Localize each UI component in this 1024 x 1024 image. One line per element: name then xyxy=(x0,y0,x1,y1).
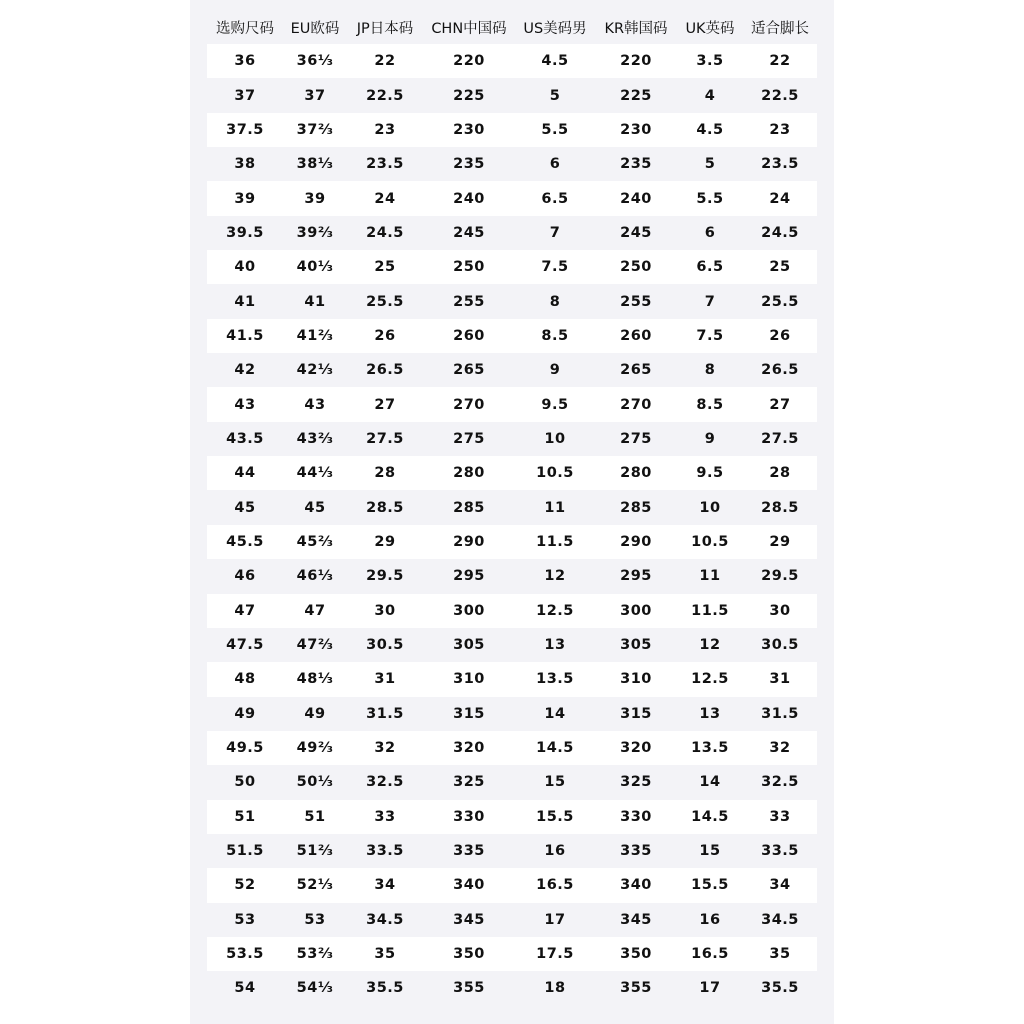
cell-us-men-size: 4.5 xyxy=(515,44,595,78)
size-chart-table xyxy=(207,10,817,1006)
cell-chn-size: 305 xyxy=(423,628,515,662)
cell-uk-size: 6.5 xyxy=(677,250,743,284)
cell-chn-size: 310 xyxy=(423,662,515,696)
cell-foot-length: 32.5 xyxy=(743,765,817,799)
cell-eu-size: 38⅓ xyxy=(283,147,347,181)
cell-uk-size: 5.5 xyxy=(677,181,743,215)
table-row xyxy=(207,834,817,868)
cell-foot-length: 34.5 xyxy=(743,903,817,937)
cell-jp-size: 28 xyxy=(347,456,423,490)
cell-foot-length: 22 xyxy=(743,44,817,78)
cell-purchase-size: 51.5 xyxy=(207,834,283,868)
cell-eu-size: 42⅓ xyxy=(283,353,347,387)
cell-purchase-size: 37.5 xyxy=(207,113,283,147)
table-row xyxy=(207,903,817,937)
cell-foot-length: 24.5 xyxy=(743,216,817,250)
cell-us-men-size: 14.5 xyxy=(515,731,595,765)
cell-kr-size: 335 xyxy=(595,834,677,868)
cell-jp-size: 26 xyxy=(347,319,423,353)
size-table-body xyxy=(207,44,817,1006)
cell-uk-size: 17 xyxy=(677,971,743,1005)
cell-us-men-size: 17.5 xyxy=(515,937,595,971)
table-row xyxy=(207,250,817,284)
header-cell-jp-size: JP日本码 xyxy=(356,20,414,37)
cell-jp-size: 29 xyxy=(347,525,423,559)
cell-us-men-size: 15 xyxy=(515,765,595,799)
table-row xyxy=(207,147,817,181)
cell-purchase-size: 41 xyxy=(207,284,283,318)
cell-jp-size: 33.5 xyxy=(347,834,423,868)
cell-uk-size: 10.5 xyxy=(677,525,743,559)
cell-foot-length: 32 xyxy=(743,731,817,765)
cell-jp-size: 35.5 xyxy=(347,971,423,1005)
cell-chn-size: 255 xyxy=(423,284,515,318)
cell-us-men-size: 8 xyxy=(515,284,595,318)
cell-purchase-size: 45 xyxy=(207,490,283,524)
cell-uk-size: 16 xyxy=(677,903,743,937)
header-cell-purchase-size: 选购尺码 xyxy=(216,20,274,37)
cell-eu-size: 45 xyxy=(283,490,347,524)
cell-jp-size: 31 xyxy=(347,662,423,696)
cell-chn-size: 290 xyxy=(423,525,515,559)
cell-purchase-size: 49.5 xyxy=(207,731,283,765)
cell-foot-length: 34 xyxy=(743,868,817,902)
cell-us-men-size: 12 xyxy=(515,559,595,593)
cell-purchase-size: 47.5 xyxy=(207,628,283,662)
cell-eu-size: 52⅓ xyxy=(283,868,347,902)
header-cell-kr-size: KR韩国码 xyxy=(604,20,668,37)
cell-jp-size: 29.5 xyxy=(347,559,423,593)
cell-uk-size: 14.5 xyxy=(677,800,743,834)
cell-foot-length: 23.5 xyxy=(743,147,817,181)
cell-kr-size: 320 xyxy=(595,731,677,765)
cell-foot-length: 23 xyxy=(743,113,817,147)
cell-jp-size: 30.5 xyxy=(347,628,423,662)
table-row xyxy=(207,662,817,696)
cell-us-men-size: 18 xyxy=(515,971,595,1005)
cell-jp-size: 34.5 xyxy=(347,903,423,937)
cell-us-men-size: 12.5 xyxy=(515,594,595,628)
cell-eu-size: 43 xyxy=(283,387,347,421)
cell-purchase-size: 38 xyxy=(207,147,283,181)
cell-eu-size: 44⅓ xyxy=(283,456,347,490)
cell-foot-length: 33 xyxy=(743,800,817,834)
cell-eu-size: 40⅓ xyxy=(283,250,347,284)
cell-uk-size: 8.5 xyxy=(677,387,743,421)
table-row xyxy=(207,594,817,628)
cell-eu-size: 48⅓ xyxy=(283,662,347,696)
cell-kr-size: 305 xyxy=(595,628,677,662)
cell-us-men-size: 10.5 xyxy=(515,456,595,490)
cell-uk-size: 9 xyxy=(677,422,743,456)
cell-kr-size: 290 xyxy=(595,525,677,559)
cell-jp-size: 23.5 xyxy=(347,147,423,181)
cell-eu-size: 51⅔ xyxy=(283,834,347,868)
cell-jp-size: 22 xyxy=(347,44,423,78)
cell-us-men-size: 9.5 xyxy=(515,387,595,421)
cell-purchase-size: 52 xyxy=(207,868,283,902)
cell-kr-size: 265 xyxy=(595,353,677,387)
cell-us-men-size: 5 xyxy=(515,78,595,112)
cell-chn-size: 335 xyxy=(423,834,515,868)
cell-foot-length: 26 xyxy=(743,319,817,353)
cell-foot-length: 25 xyxy=(743,250,817,284)
cell-uk-size: 15 xyxy=(677,834,743,868)
cell-us-men-size: 10 xyxy=(515,422,595,456)
cell-kr-size: 245 xyxy=(595,216,677,250)
cell-chn-size: 285 xyxy=(423,490,515,524)
table-row xyxy=(207,765,817,799)
cell-kr-size: 280 xyxy=(595,456,677,490)
cell-purchase-size: 51 xyxy=(207,800,283,834)
cell-chn-size: 340 xyxy=(423,868,515,902)
cell-uk-size: 11.5 xyxy=(677,594,743,628)
cell-chn-size: 235 xyxy=(423,147,515,181)
cell-uk-size: 4.5 xyxy=(677,113,743,147)
cell-kr-size: 315 xyxy=(595,697,677,731)
cell-kr-size: 240 xyxy=(595,181,677,215)
cell-chn-size: 230 xyxy=(423,113,515,147)
cell-foot-length: 31.5 xyxy=(743,697,817,731)
cell-foot-length: 28 xyxy=(743,456,817,490)
cell-purchase-size: 42 xyxy=(207,353,283,387)
cell-purchase-size: 36 xyxy=(207,44,283,78)
cell-eu-size: 41 xyxy=(283,284,347,318)
cell-eu-size: 51 xyxy=(283,800,347,834)
cell-jp-size: 30 xyxy=(347,594,423,628)
cell-uk-size: 10 xyxy=(677,490,743,524)
cell-purchase-size: 44 xyxy=(207,456,283,490)
cell-kr-size: 235 xyxy=(595,147,677,181)
cell-uk-size: 14 xyxy=(677,765,743,799)
cell-chn-size: 265 xyxy=(423,353,515,387)
size-chart-panel xyxy=(190,0,834,1024)
cell-kr-size: 330 xyxy=(595,800,677,834)
cell-uk-size: 6 xyxy=(677,216,743,250)
table-row xyxy=(207,937,817,971)
table-row xyxy=(207,490,817,524)
cell-eu-size: 47⅔ xyxy=(283,628,347,662)
table-row xyxy=(207,868,817,902)
table-row xyxy=(207,731,817,765)
cell-purchase-size: 43 xyxy=(207,387,283,421)
header-row xyxy=(207,10,817,44)
cell-uk-size: 11 xyxy=(677,559,743,593)
table-row xyxy=(207,44,817,78)
table-row xyxy=(207,525,817,559)
cell-foot-length: 33.5 xyxy=(743,834,817,868)
table-row xyxy=(207,697,817,731)
cell-chn-size: 295 xyxy=(423,559,515,593)
cell-foot-length: 25.5 xyxy=(743,284,817,318)
table-row xyxy=(207,456,817,490)
cell-foot-length: 29 xyxy=(743,525,817,559)
cell-eu-size: 47 xyxy=(283,594,347,628)
table-row xyxy=(207,216,817,250)
cell-chn-size: 245 xyxy=(423,216,515,250)
cell-us-men-size: 5.5 xyxy=(515,113,595,147)
cell-us-men-size: 6 xyxy=(515,147,595,181)
cell-kr-size: 295 xyxy=(595,559,677,593)
cell-purchase-size: 41.5 xyxy=(207,319,283,353)
cell-kr-size: 300 xyxy=(595,594,677,628)
cell-chn-size: 345 xyxy=(423,903,515,937)
cell-chn-size: 225 xyxy=(423,78,515,112)
cell-uk-size: 16.5 xyxy=(677,937,743,971)
cell-kr-size: 225 xyxy=(595,78,677,112)
cell-uk-size: 12 xyxy=(677,628,743,662)
cell-foot-length: 22.5 xyxy=(743,78,817,112)
header-cell-eu-size: EU欧码 xyxy=(290,20,340,37)
header-cell-us-men-size: US美码男 xyxy=(523,20,587,37)
cell-uk-size: 7.5 xyxy=(677,319,743,353)
cell-jp-size: 35 xyxy=(347,937,423,971)
cell-us-men-size: 11.5 xyxy=(515,525,595,559)
cell-jp-size: 26.5 xyxy=(347,353,423,387)
cell-chn-size: 300 xyxy=(423,594,515,628)
cell-foot-length: 27.5 xyxy=(743,422,817,456)
cell-uk-size: 7 xyxy=(677,284,743,318)
cell-uk-size: 15.5 xyxy=(677,868,743,902)
cell-kr-size: 355 xyxy=(595,971,677,1005)
cell-kr-size: 310 xyxy=(595,662,677,696)
cell-jp-size: 27 xyxy=(347,387,423,421)
cell-kr-size: 260 xyxy=(595,319,677,353)
cell-jp-size: 25 xyxy=(347,250,423,284)
cell-chn-size: 270 xyxy=(423,387,515,421)
cell-purchase-size: 39 xyxy=(207,181,283,215)
cell-kr-size: 230 xyxy=(595,113,677,147)
cell-chn-size: 275 xyxy=(423,422,515,456)
cell-chn-size: 320 xyxy=(423,731,515,765)
cell-kr-size: 340 xyxy=(595,868,677,902)
cell-purchase-size: 40 xyxy=(207,250,283,284)
cell-uk-size: 4 xyxy=(677,78,743,112)
cell-eu-size: 53⅔ xyxy=(283,937,347,971)
header-cell-chn-size: CHN中国码 xyxy=(431,20,507,37)
cell-eu-size: 49 xyxy=(283,697,347,731)
cell-foot-length: 35.5 xyxy=(743,971,817,1005)
cell-chn-size: 280 xyxy=(423,456,515,490)
cell-foot-length: 30 xyxy=(743,594,817,628)
cell-eu-size: 43⅔ xyxy=(283,422,347,456)
cell-us-men-size: 16 xyxy=(515,834,595,868)
cell-kr-size: 255 xyxy=(595,284,677,318)
cell-eu-size: 36⅓ xyxy=(283,44,347,78)
cell-kr-size: 275 xyxy=(595,422,677,456)
cell-jp-size: 32.5 xyxy=(347,765,423,799)
cell-us-men-size: 11 xyxy=(515,490,595,524)
cell-chn-size: 240 xyxy=(423,181,515,215)
cell-us-men-size: 17 xyxy=(515,903,595,937)
cell-kr-size: 270 xyxy=(595,387,677,421)
cell-kr-size: 325 xyxy=(595,765,677,799)
cell-purchase-size: 54 xyxy=(207,971,283,1005)
cell-jp-size: 24.5 xyxy=(347,216,423,250)
cell-us-men-size: 8.5 xyxy=(515,319,595,353)
cell-jp-size: 32 xyxy=(347,731,423,765)
cell-us-men-size: 7.5 xyxy=(515,250,595,284)
cell-eu-size: 49⅔ xyxy=(283,731,347,765)
cell-us-men-size: 7 xyxy=(515,216,595,250)
cell-eu-size: 39 xyxy=(283,181,347,215)
cell-purchase-size: 50 xyxy=(207,765,283,799)
cell-jp-size: 22.5 xyxy=(347,78,423,112)
cell-uk-size: 5 xyxy=(677,147,743,181)
cell-eu-size: 41⅔ xyxy=(283,319,347,353)
table-row xyxy=(207,319,817,353)
cell-uk-size: 9.5 xyxy=(677,456,743,490)
cell-foot-length: 27 xyxy=(743,387,817,421)
cell-uk-size: 8 xyxy=(677,353,743,387)
cell-purchase-size: 37 xyxy=(207,78,283,112)
cell-jp-size: 34 xyxy=(347,868,423,902)
cell-chn-size: 330 xyxy=(423,800,515,834)
cell-kr-size: 285 xyxy=(595,490,677,524)
header-cell-foot-length: 适合脚长 xyxy=(751,20,809,37)
cell-us-men-size: 6.5 xyxy=(515,181,595,215)
cell-kr-size: 350 xyxy=(595,937,677,971)
cell-eu-size: 39⅔ xyxy=(283,216,347,250)
cell-foot-length: 30.5 xyxy=(743,628,817,662)
table-row xyxy=(207,113,817,147)
cell-foot-length: 29.5 xyxy=(743,559,817,593)
cell-foot-length: 35 xyxy=(743,937,817,971)
cell-us-men-size: 9 xyxy=(515,353,595,387)
cell-chn-size: 355 xyxy=(423,971,515,1005)
cell-jp-size: 28.5 xyxy=(347,490,423,524)
cell-purchase-size: 43.5 xyxy=(207,422,283,456)
cell-eu-size: 37⅔ xyxy=(283,113,347,147)
cell-chn-size: 260 xyxy=(423,319,515,353)
cell-kr-size: 250 xyxy=(595,250,677,284)
table-row xyxy=(207,422,817,456)
cell-purchase-size: 46 xyxy=(207,559,283,593)
cell-purchase-size: 45.5 xyxy=(207,525,283,559)
cell-jp-size: 25.5 xyxy=(347,284,423,318)
table-row xyxy=(207,387,817,421)
cell-purchase-size: 48 xyxy=(207,662,283,696)
cell-foot-length: 26.5 xyxy=(743,353,817,387)
cell-purchase-size: 53 xyxy=(207,903,283,937)
cell-uk-size: 13.5 xyxy=(677,731,743,765)
cell-us-men-size: 13.5 xyxy=(515,662,595,696)
cell-eu-size: 54⅓ xyxy=(283,971,347,1005)
cell-chn-size: 350 xyxy=(423,937,515,971)
cell-uk-size: 12.5 xyxy=(677,662,743,696)
cell-uk-size: 3.5 xyxy=(677,44,743,78)
cell-us-men-size: 13 xyxy=(515,628,595,662)
cell-us-men-size: 16.5 xyxy=(515,868,595,902)
table-row xyxy=(207,181,817,215)
cell-chn-size: 220 xyxy=(423,44,515,78)
cell-chn-size: 325 xyxy=(423,765,515,799)
table-row xyxy=(207,559,817,593)
cell-eu-size: 53 xyxy=(283,903,347,937)
cell-purchase-size: 53.5 xyxy=(207,937,283,971)
table-row xyxy=(207,971,817,1005)
cell-eu-size: 46⅓ xyxy=(283,559,347,593)
cell-purchase-size: 39.5 xyxy=(207,216,283,250)
cell-jp-size: 33 xyxy=(347,800,423,834)
cell-jp-size: 23 xyxy=(347,113,423,147)
cell-kr-size: 345 xyxy=(595,903,677,937)
cell-foot-length: 28.5 xyxy=(743,490,817,524)
header-cell-uk-size: UK英码 xyxy=(685,20,735,37)
table-row xyxy=(207,353,817,387)
cell-eu-size: 37 xyxy=(283,78,347,112)
cell-us-men-size: 15.5 xyxy=(515,800,595,834)
cell-chn-size: 315 xyxy=(423,697,515,731)
cell-eu-size: 50⅓ xyxy=(283,765,347,799)
cell-chn-size: 250 xyxy=(423,250,515,284)
cell-eu-size: 45⅔ xyxy=(283,525,347,559)
table-row xyxy=(207,628,817,662)
cell-foot-length: 24 xyxy=(743,181,817,215)
cell-jp-size: 31.5 xyxy=(347,697,423,731)
cell-purchase-size: 47 xyxy=(207,594,283,628)
table-row xyxy=(207,800,817,834)
cell-us-men-size: 14 xyxy=(515,697,595,731)
cell-kr-size: 220 xyxy=(595,44,677,78)
cell-uk-size: 13 xyxy=(677,697,743,731)
cell-foot-length: 31 xyxy=(743,662,817,696)
table-row xyxy=(207,78,817,112)
cell-jp-size: 27.5 xyxy=(347,422,423,456)
cell-jp-size: 24 xyxy=(347,181,423,215)
cell-purchase-size: 49 xyxy=(207,697,283,731)
table-row xyxy=(207,284,817,318)
